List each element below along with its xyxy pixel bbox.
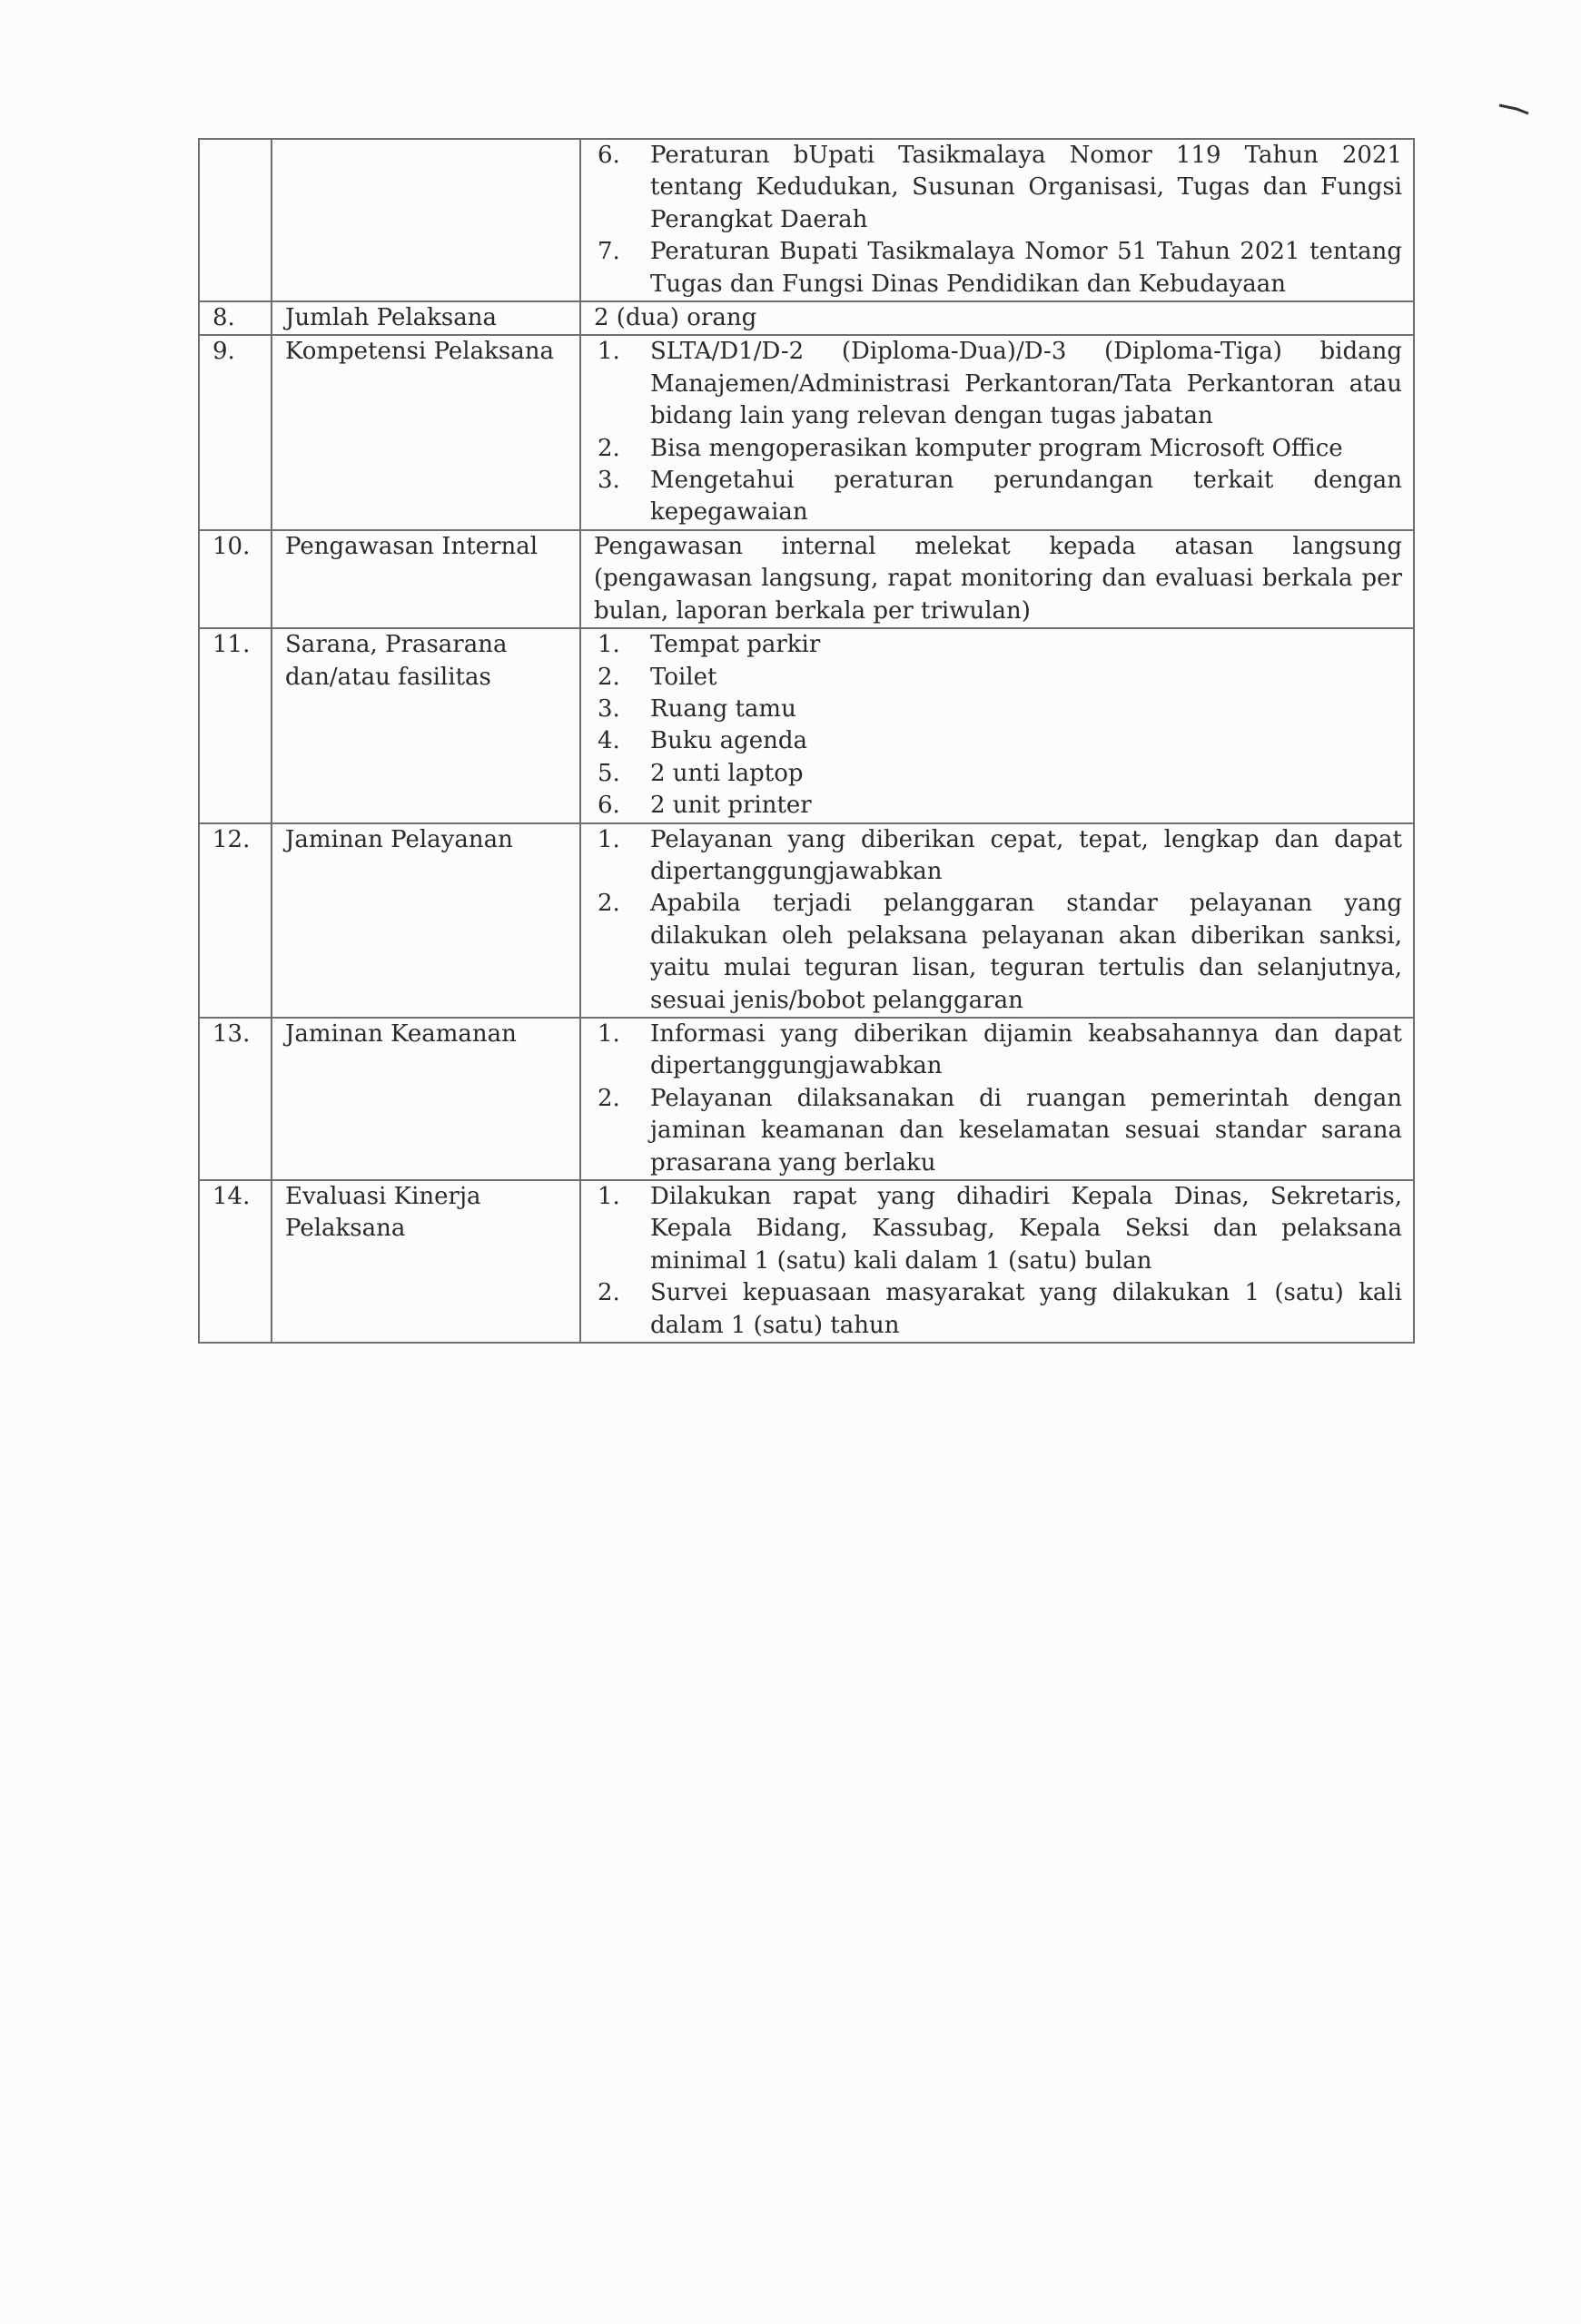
table-row [199, 301, 1414, 335]
row-number: 9. [199, 335, 272, 529]
row-number: 8. [199, 301, 272, 335]
list-item-number: 2. [598, 663, 620, 691]
list-item [594, 1181, 1402, 1277]
row-text: Pengawasan internal melekat kepada atasan langsung (pengawasan langsung, rapat monitoring dan evaluasi berkala per bulan, laporan berkala per triwulan) [594, 532, 1402, 625]
row-content [580, 1018, 1414, 1180]
table-row [199, 335, 1414, 529]
list-item-text: Peraturan Bupati Tasikmalaya Nomor 51 Tahun 2021 tentang Tugas dan Fungsi Dinas Pendidikan dan Kebudayaan [650, 238, 1402, 298]
list-item [594, 140, 1402, 236]
list-item [594, 662, 1402, 694]
row-label: Sarana, Prasarana dan/atau fasilitas [272, 628, 580, 822]
list-item-text: 2 unit printer [650, 792, 812, 820]
row-content [580, 301, 1414, 335]
list-item-text: Informasi yang diberikan dijamin keabsahannya dan dapat dipertanggungjawabkan [650, 1019, 1402, 1080]
service-standard-table [198, 138, 1415, 1344]
row-number: 13. [199, 1018, 272, 1180]
list-item-number: 5. [598, 759, 620, 787]
list-item [594, 465, 1402, 529]
list-item-text: Apabila terjadi pelanggaran standar pelayanan yang dilakukan oleh pelaksana pelayanan akan diberikan sanksi, yaitu mulai teguran lisan, teguran tertulis dan selanjutnya, sesuai jenis/bobot pelanggaran [650, 890, 1402, 1014]
list-item-number: 7. [598, 238, 620, 266]
row-label: Jaminan Pelayanan [272, 823, 580, 1018]
list-item-text: Toilet [650, 663, 717, 691]
row-text: 2 (dua) orang [594, 304, 757, 332]
table-row [199, 823, 1414, 1018]
row-label: Kompetensi Pelaksana [272, 335, 580, 529]
row-content [580, 335, 1414, 529]
list-item [594, 694, 1402, 725]
row-label: Evaluasi Kinerja Pelaksana [272, 1180, 580, 1343]
list-item-text: Mengetahui peraturan perundangan terkait dengan kepegawaian [650, 467, 1402, 527]
list-item [594, 1277, 1402, 1342]
row-number: 10. [199, 530, 272, 628]
row-number [199, 139, 272, 301]
list-item [594, 824, 1402, 889]
row-label [272, 139, 580, 301]
list-item [594, 888, 1402, 1017]
list-item [594, 1019, 1402, 1083]
list-item-number: 2. [598, 1279, 620, 1307]
list-item-text: SLTA/D1/D-2 (Diploma-Dua)/D-3 (Diploma-Tiga) bidang Manajemen/Administrasi Perkantoran/Tata Perkantoran atau bidang lain yang relevan dengan tugas jabatan [650, 338, 1402, 430]
table-row [199, 1180, 1414, 1343]
list-item-text: Ruang tamu [650, 694, 796, 723]
list-item-text: Pelayanan yang diberikan cepat, tepat, lengkap dan dapat dipertanggungjawabkan [650, 825, 1402, 885]
list-item-number: 3. [598, 694, 620, 723]
list-item-number: 6. [598, 792, 620, 820]
list-item-text: Peraturan bUpati Tasikmalaya Nomor 119 Tahun 2021 tentang Kedudukan, Susunan Organisasi, Tugas dan Fungsi Perangkat Daerah [650, 142, 1402, 233]
row-label: Pengawasan Internal [272, 530, 580, 628]
list-item-number: 1. [598, 338, 620, 366]
list-item-text: Survei kepuasaan masyarakat yang dilakukan 1 (satu) kali dalam 1 (satu) tahun [650, 1279, 1402, 1339]
table-row [199, 1018, 1414, 1180]
list-item-text: Dilakukan rapat yang dihadiri Kepala Dinas, Sekretaris, Kepala Bidang, Kassubag, Kepala Seksi dan pelaksana minimal 1 (satu) kali dalam 1 (satu) bulan [650, 1183, 1402, 1275]
list-item [594, 433, 1402, 465]
list-item [594, 790, 1402, 822]
list-item-text: 2 unti laptop [650, 759, 804, 787]
list-item [594, 758, 1402, 790]
table-row [199, 530, 1414, 628]
list-item [594, 1083, 1402, 1179]
row-content [580, 530, 1414, 628]
list-item-number: 1. [598, 1019, 620, 1048]
list-item [594, 629, 1402, 661]
list-item-number: 2. [598, 434, 620, 462]
list-item [594, 725, 1402, 757]
row-label: Jaminan Keamanan [272, 1018, 580, 1180]
list-item-text: Buku agenda [650, 727, 808, 755]
list-item [594, 236, 1402, 300]
table-row [199, 139, 1414, 301]
scan-mark-icon [1498, 103, 1529, 115]
row-number: 12. [199, 823, 272, 1018]
table-row [199, 628, 1414, 822]
list-item [594, 336, 1402, 432]
list-item-text: Pelayanan dilaksanakan di ruangan pemerintah dengan jaminan keamanan dan keselamatan sesuai standar sarana prasarana yang berlaku [650, 1084, 1402, 1177]
row-content [580, 139, 1414, 301]
list-item-number: 4. [598, 727, 620, 755]
list-item-text: Bisa mengoperasikan komputer program Microsoft Office [650, 434, 1343, 462]
row-number: 11. [199, 628, 272, 822]
list-item-number: 2. [598, 890, 620, 918]
row-label: Jumlah Pelaksana [272, 301, 580, 335]
list-item-number: 3. [598, 467, 620, 495]
list-item-number: 2. [598, 1084, 620, 1112]
list-item-number: 1. [598, 825, 620, 853]
row-number: 14. [199, 1180, 272, 1343]
list-item-number: 1. [598, 1183, 620, 1210]
row-content [580, 823, 1414, 1018]
list-item-text: Tempat parkir [650, 631, 821, 659]
row-content [580, 1180, 1414, 1343]
list-item-number: 1. [598, 631, 620, 659]
list-item-number: 6. [598, 142, 620, 169]
row-content [580, 628, 1414, 822]
